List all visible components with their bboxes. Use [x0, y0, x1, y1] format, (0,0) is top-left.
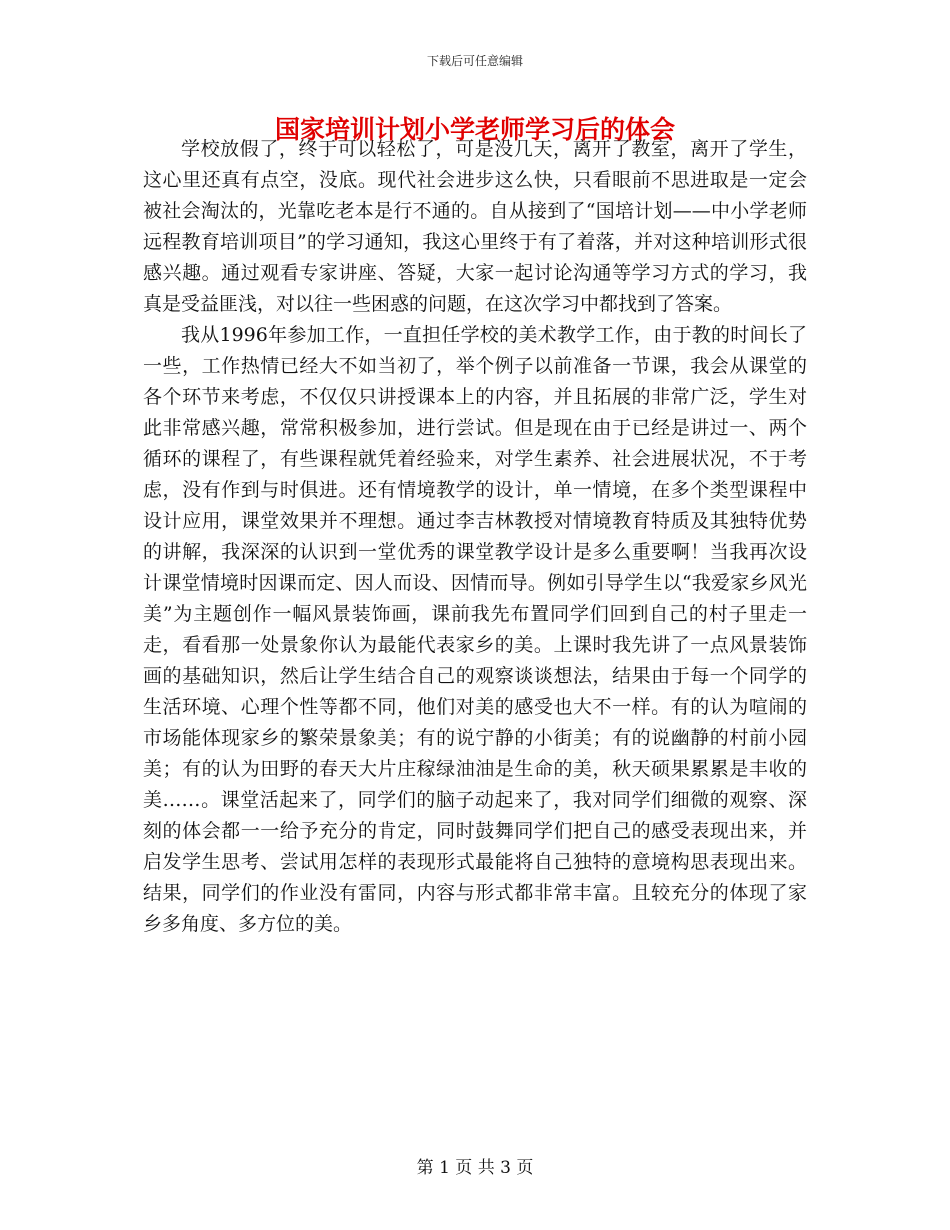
page-footer: 第 1 页 共 3 页 — [416, 1158, 534, 1178]
header-note: 下载后可任意编辑 — [426, 54, 523, 68]
paragraph-2: 我从1996年参加工作，一直担任学校的美术教学工作，由于教的时间长了一些，工作热情已经大不如当初了，举个例子以前准备一节课，我会从课堂的各个环节来考虑，不仅仅只讲授课本上的内容，并且拓展的非常广泛，学生对此非常感兴趣，常常积极参加，进行尝试。但是现在由于已经是讲过一、两个循环的课程了，有些课程就凭着经验来，对学生素养、社会进展状况，不于考虑，没有作到与时俱进。还有情境教学的设计，单一情境，在多个类型课程中设计应用，课堂效果并不理想。通过李吉林教授对情境教育特质及其独特优势的讲解，我深深的认识到一堂优秀的课堂教学设计是多么重要啊！当我再次设计课堂情境时因课而定、因人而设、因情而导。例如引导学生以“我爱家乡风光美”为主题创作一幅风景装饰画，课前我先布置同学们回到自己的村子里走一走，看看那一处景象你认为最能代表家乡的美。上课时我先讲了一点风景装饰画的基础知识，然后让学生结合自己的观察谈谈想法，结果由于每一个同学的生活环境、心理个性等都不同，他们对美的感受也大不一样。有的认为喧闹的市场能体现家乡的繁荣景象美；有的说宁静的小街美；有的说幽静的村前小园美；有的认为田野的春天大片庄稼绿油油是生命的美，秋天硕果累累是丰收的美……。课堂活起来了，同学们的脑子动起来了，我对同学们细微的观察、深刻的体会都一一给予充分的肯定，同时鼓舞同学们把自己的感受表现出来，并启发学生思考、尝试用怎样的表现形式最能将自己独特的意境构思表现出来。结果，同学们的作业没有雷同，内容与形式都非常丰富。且较充分的体现了家乡多角度、多方位的美。 — [143, 324, 807, 935]
paragraph-1: 学校放假了，终于可以轻松了，可是没几天，离开了教室，离开了学生，这心里还真有点空，没底。现代社会进步这么快，只看眼前不思进取是一定会被社会淘汰的，光靠吃老本是行不通的。自从接到了“国培计划——中小学老师远程教育培训项目”的学习通知，我这心里终于有了着落，并对这种培训形式很感兴趣。通过观看专家讲座、答疑，大家一起讨论沟通等学习方式的学习，我真是受益匪浅，对以往一些困惑的问题，在这次学习中都找到了答案。 — [143, 138, 807, 315]
document-body — [143, 134, 807, 940]
document-title: 国家培训计划小学老师学习后的体会 — [274, 115, 675, 144]
